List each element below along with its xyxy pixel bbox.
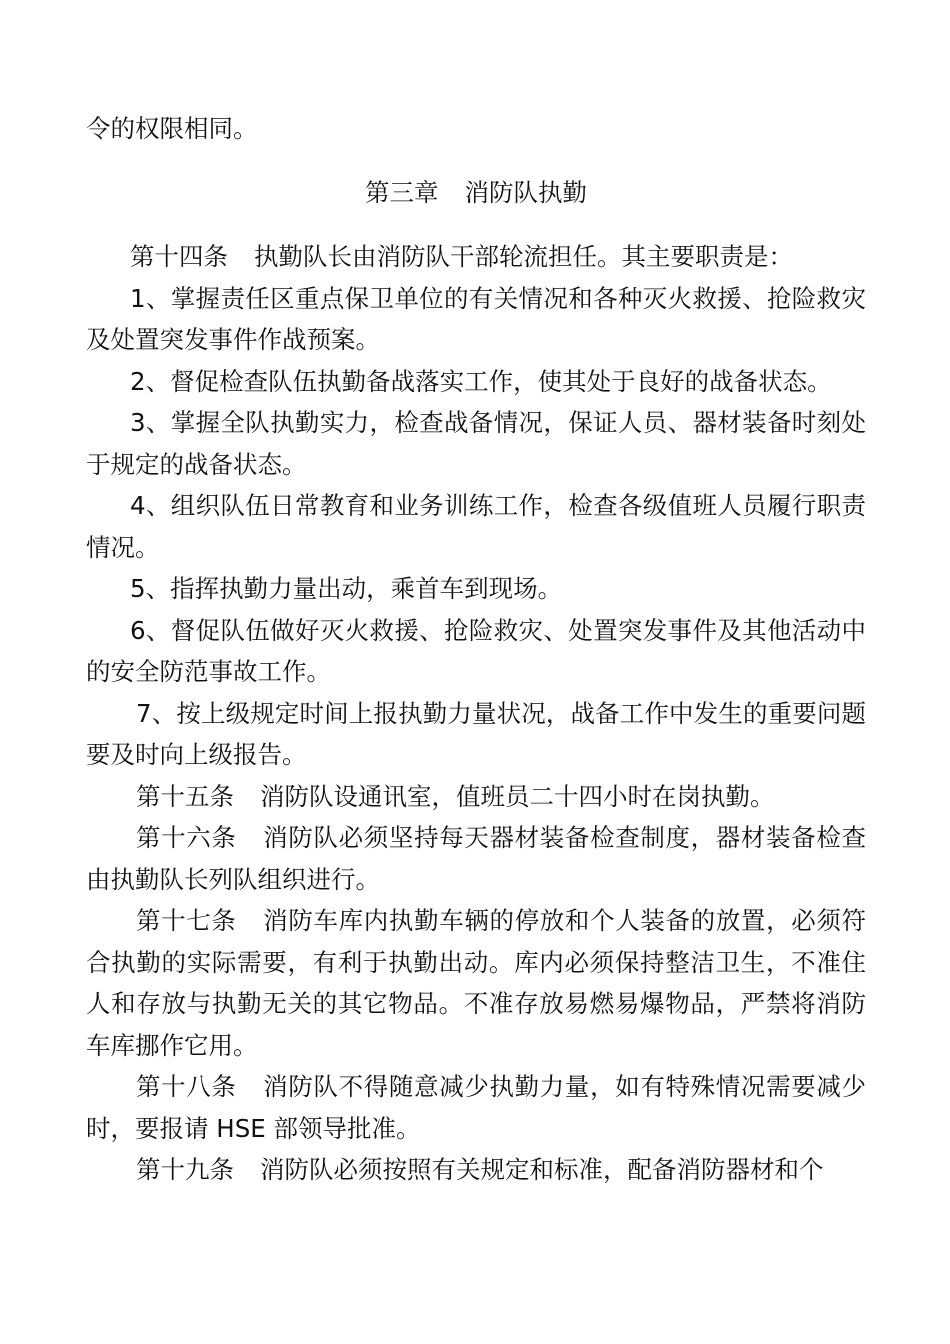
article-14 (86, 236, 866, 278)
article-19 (86, 1149, 866, 1191)
list-item: 1、掌握责任区重点保卫单位的有关情况和各种灭火救援、抢险救灾及处置突发事件作战预案。 (86, 283, 866, 354)
article-17 (86, 900, 866, 1066)
document-body (86, 108, 866, 1191)
article-label: 第十六条 (136, 823, 237, 852)
article-16 (86, 817, 866, 900)
article-label: 第十七条 (136, 906, 237, 935)
article-label: 第十四条 (130, 242, 228, 271)
chapter-number: 第三章 (365, 177, 439, 207)
article-18 (86, 1066, 866, 1149)
article-text: 消防队不得随意减少执勤力量，如有特殊情况需要减少时，要报请 HSE 部领导批准。 (86, 1072, 867, 1143)
article-label: 第十九条 (136, 1155, 234, 1184)
list-item: 3、掌握全队执勤实力，检查战备情况，保证人员、器材装备时刻处于规定的战备状态。 (86, 408, 866, 479)
article-15 (86, 776, 866, 818)
article-text: 消防队必须坚持每天器材装备检查制度，器材装备检查由执勤队长列队组织进行。 (86, 823, 867, 894)
list-item: 6、督促队伍做好灭火救援、抢险救灾、处置突发事件及其他活动中的安全防范事故工作。 (86, 615, 866, 686)
article-text: 执勤队长由消防队干部轮流担任。其主要职责是： (254, 242, 793, 271)
chapter-heading (86, 172, 866, 214)
list-item: 7、按上级规定时间上报执勤力量状况，战备工作中发生的重要问题要及时向上级报告。 (86, 698, 866, 769)
article-label: 第十五条 (136, 781, 234, 811)
continued-paragraph: 令的权限相同。 (86, 114, 258, 143)
article-label: 第十八条 (136, 1072, 237, 1101)
article-text: 消防队设通讯室，值班员二十四小时在岗执勤。 (260, 781, 775, 811)
article-text: 消防车库内执勤车辆的停放和个人装备的放置，必须符合执勤的实际需要，有利于执勤出动。库内必须保持整洁卫生，不准住人和存放与执勤无关的其它物品。不准存放易燃易爆物品，严禁将消防车库挪作它用。 (86, 906, 867, 1060)
list-item: 2、督促检查队伍执勤备战落实工作，使其处于良好的战备状态。 (130, 366, 832, 396)
list-item: 4、组织队伍日常教育和业务训练工作，检查各级值班人员履行职责情况。 (86, 491, 866, 562)
list-item: 5、指挥执勤力量出动，乘首车到现场。 (130, 574, 563, 603)
chapter-name: 消防队执勤 (464, 177, 587, 207)
article-text: 消防队必须按照有关规定和标准，配备消防器材和个 (260, 1155, 824, 1184)
